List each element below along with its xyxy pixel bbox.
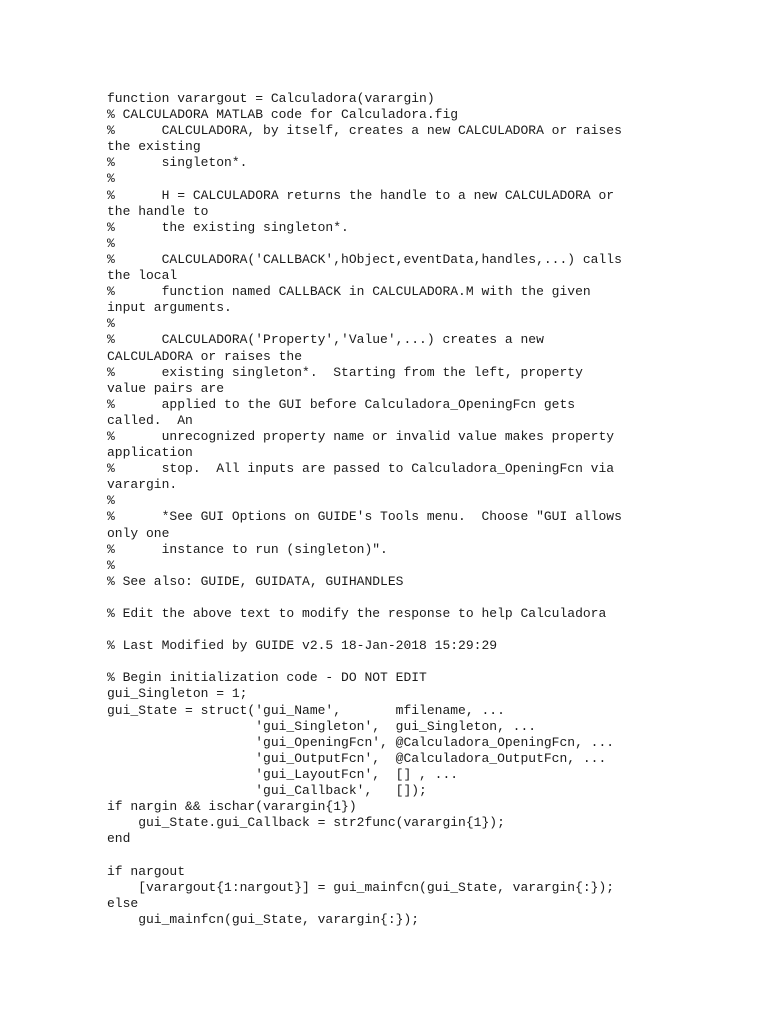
code-line: %: [107, 557, 115, 573]
code-line: gui_mainfcn(gui_State, varargin{:});: [107, 911, 420, 927]
code-line: [107, 847, 667, 863]
code-line: the handle to: [107, 203, 209, 219]
code-line: 'gui_Callback', []);: [107, 783, 427, 799]
code-line: %: [107, 235, 115, 251]
code-line: % applied to the GUI before Calculadora_OpeningFcn gets: [107, 396, 576, 412]
code-line: [varargout{1:nargout}] = gui_mainfcn(gui_State, varargin{:});: [107, 879, 615, 895]
code-line: % function named CALLBACK in CALCULADORA.M with the given: [107, 284, 591, 300]
code-line: gui_State.gui_Callback = str2func(varargin{1});: [107, 815, 505, 831]
code-line: % CALCULADORA('CALLBACK',hObject,eventData,handles,...) calls: [107, 251, 622, 267]
code-line: % CALCULADORA, by itself, creates a new CALCULADORA or raises: [107, 123, 622, 139]
code-line: % instance to run (singleton)".: [107, 541, 388, 557]
code-line: input arguments.: [107, 300, 232, 316]
code-line: %: [107, 171, 115, 187]
code-line: %: [107, 316, 115, 332]
code-line: % CALCULADORA('Property','Value',...) creates a new: [107, 332, 544, 348]
code-line: % See also: GUIDE, GUIDATA, GUIHANDLES: [107, 573, 404, 589]
code-line: if nargin && ischar(varargin{1}): [107, 799, 357, 815]
code-line: % existing singleton*. Starting from the left, property: [107, 364, 583, 380]
code-line: % Begin initialization code - DO NOT EDIT: [107, 670, 427, 686]
code-line: the local: [107, 268, 178, 284]
code-line: 'gui_Singleton', gui_Singleton, ...: [107, 718, 537, 734]
code-line: % singleton*.: [107, 155, 248, 171]
code-line: function varargout = Calculadora(varargin): [107, 91, 435, 106]
code-line: 'gui_LayoutFcn', [] , ...: [107, 766, 459, 782]
code-line: [107, 654, 667, 670]
code-line: if nargout: [107, 863, 186, 879]
code-line: application: [107, 445, 193, 461]
code-line: end: [107, 831, 131, 847]
code-line: varargin.: [107, 477, 178, 493]
code-line: 'gui_OpeningFcn', @Calculadora_OpeningFcn, ...: [107, 734, 615, 750]
code-line: gui_State = struct('gui_Name', mfilename, ...: [107, 702, 505, 718]
code-line: % stop. All inputs are passed to Calculadora_OpeningFcn via: [107, 461, 615, 477]
code-line: called. An: [107, 412, 193, 428]
code-line: CALCULADORA or raises the: [107, 348, 303, 364]
code-line: [107, 590, 667, 606]
code-line: [107, 622, 667, 638]
code-line: the existing: [107, 139, 201, 155]
code-listing: [107, 91, 667, 928]
code-line: % *See GUI Options on GUIDE's Tools menu. Choose "GUI allows: [107, 509, 622, 525]
code-line: % Edit the above text to modify the response to help Calculadora: [107, 606, 607, 621]
code-line: % unrecognized property name or invalid value makes property: [107, 428, 615, 444]
code-line: only one: [107, 525, 170, 541]
code-line: value pairs are: [107, 380, 225, 396]
code-line: %: [107, 493, 115, 509]
code-line: % H = CALCULADORA returns the handle to a new CALCULADORA or: [107, 187, 615, 203]
code-line: else: [107, 895, 139, 911]
code-line: % Last Modified by GUIDE v2.5 18-Jan-2018 15:29:29: [107, 638, 498, 654]
code-line: % CALCULADORA MATLAB code for Calculadora.fig: [107, 107, 459, 123]
code-line: % the existing singleton*.: [107, 219, 349, 235]
code-line: gui_Singleton = 1;: [107, 686, 248, 702]
code-line: 'gui_OutputFcn', @Calculadora_OutputFcn, ...: [107, 750, 607, 766]
